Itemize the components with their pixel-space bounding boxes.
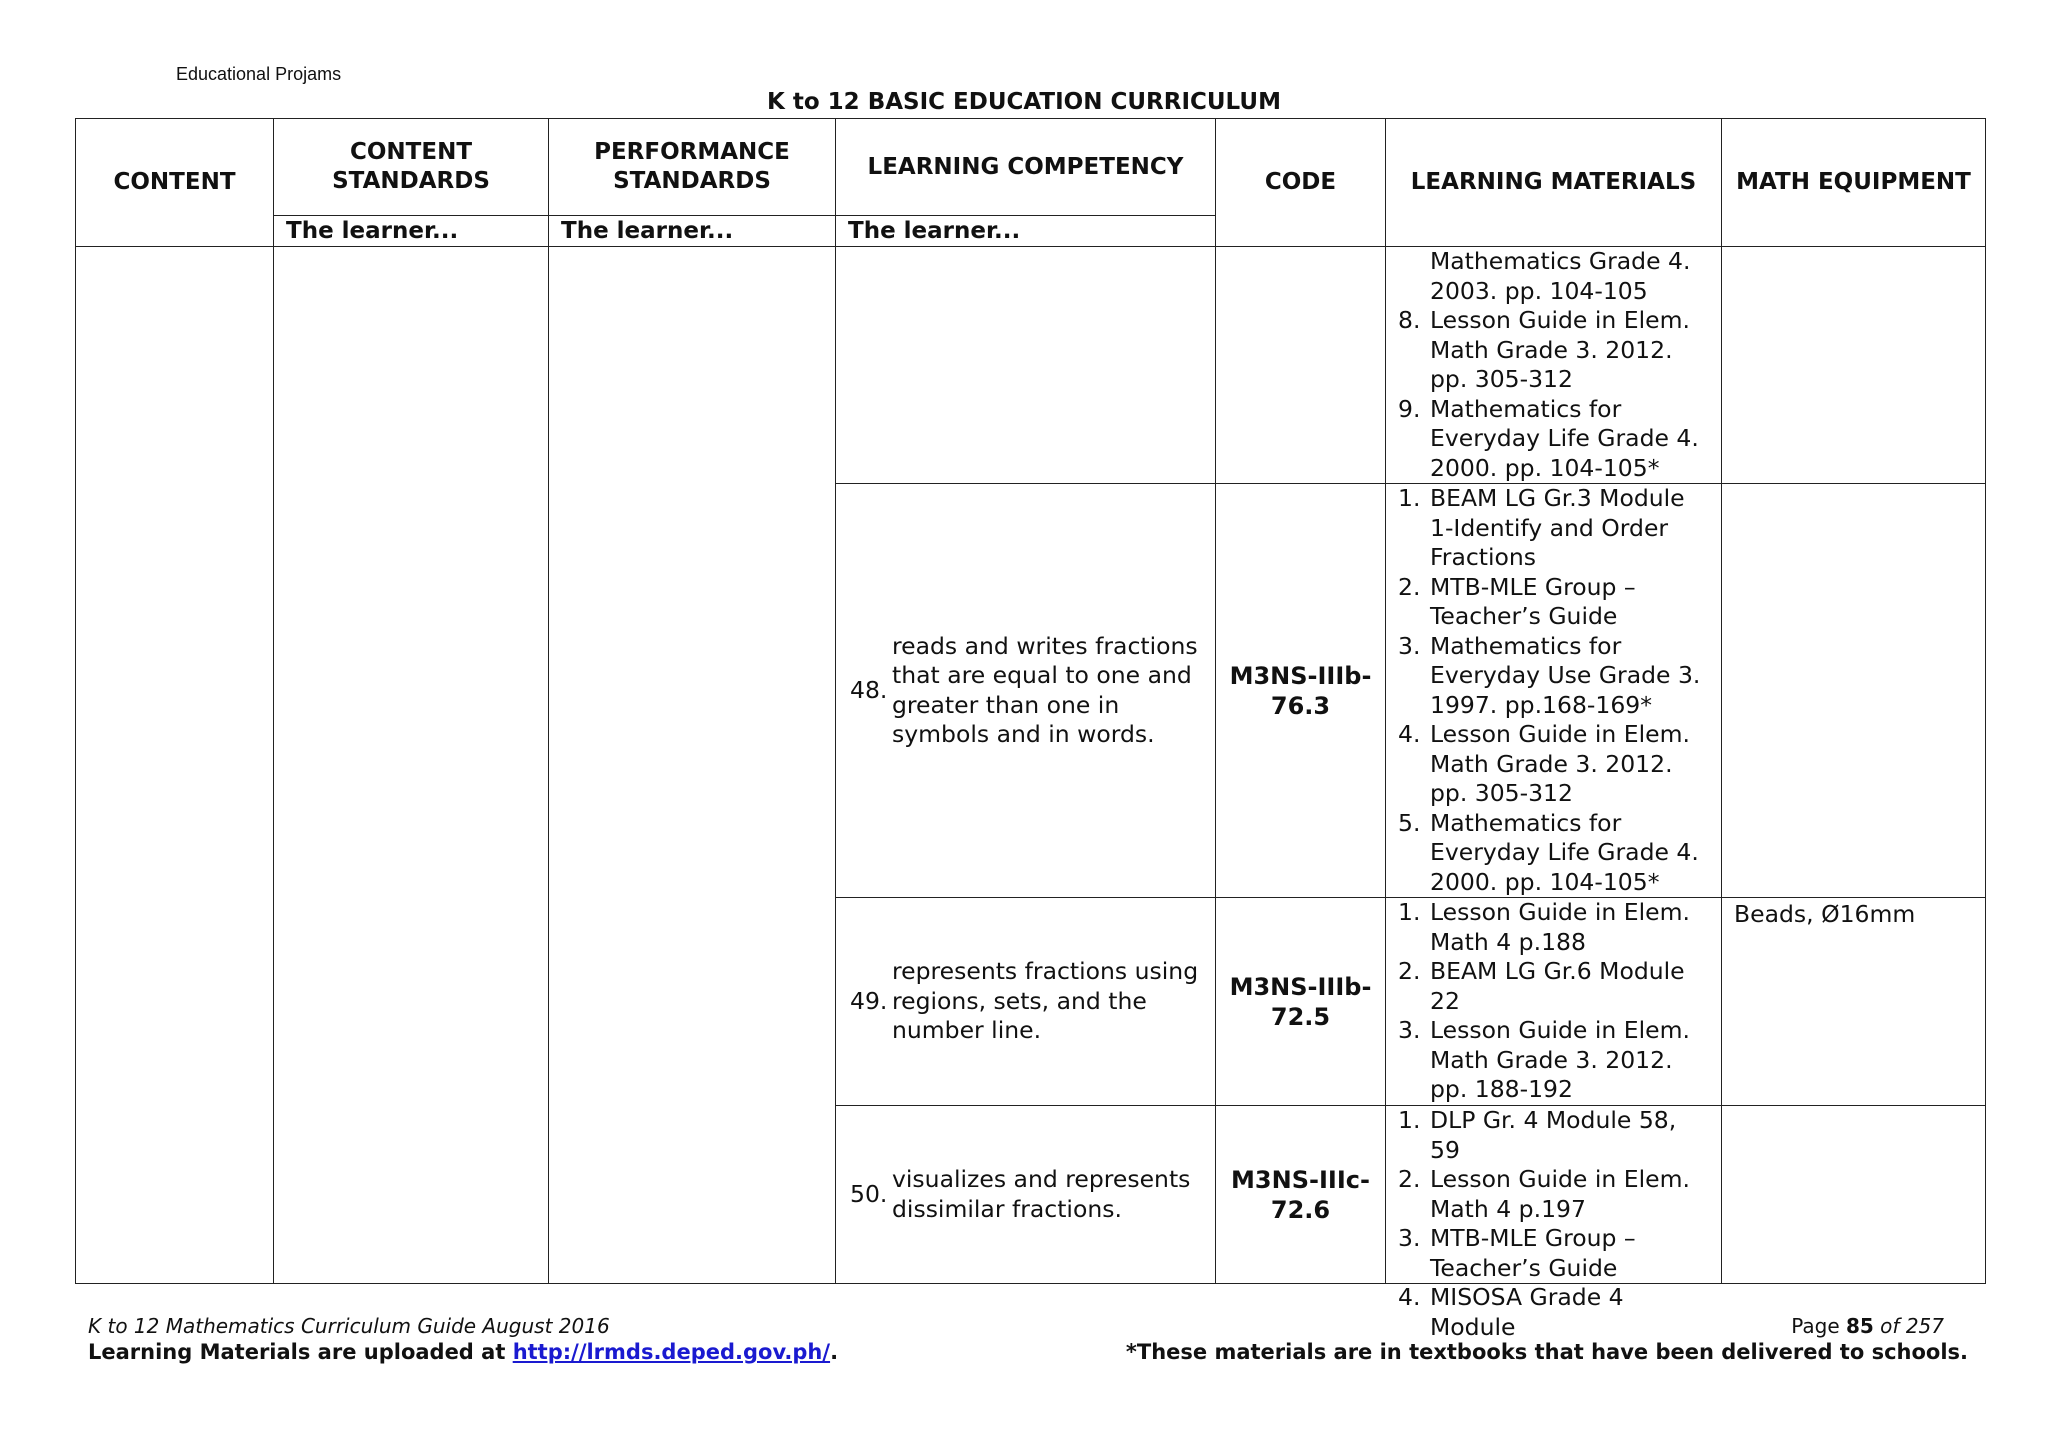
list-item: 3. Lesson Guide in Elem. Math Grade 3. 2012. pp. 188-192: [1398, 1016, 1690, 1103]
materials-cell: [1386, 1106, 1722, 1341]
col-header-math-equipment: MATH EQUIPMENT: [1722, 119, 1986, 247]
code-cell: M3NS-IIIb-72.5: [1216, 898, 1386, 1106]
list-item: 4. MISOSA Grade 4 Module: [1398, 1283, 1624, 1341]
competency-number: 49.: [850, 986, 888, 1015]
code-cell: M3NS-IIIb-76.3: [1216, 484, 1386, 898]
learner-label: The learner...: [836, 216, 1216, 247]
header-note: Educational Projams: [176, 64, 342, 84]
list-item: 2. BEAM LG Gr.6 Module 22: [1398, 957, 1685, 1015]
competency-cell: [836, 898, 1216, 1106]
col-header-learning-competency: LEARNING COMPETENCY: [836, 119, 1216, 216]
materials-cell: [1386, 898, 1722, 1106]
list-item: 1. DLP Gr. 4 Module 58, 59: [1398, 1106, 1677, 1164]
list-item: 8. Lesson Guide in Elem. Math Grade 3. 2012. pp. 305-312: [1398, 306, 1690, 393]
equipment-cell: Beads, Ø16mm: [1722, 898, 1986, 1106]
footer-textbook-note: *These materials are in textbooks that have been delivered to schools.: [1125, 1340, 1968, 1364]
competency-cell: [836, 484, 1216, 898]
competency-cell: [836, 1106, 1216, 1284]
equipment-cell: [1722, 1106, 1986, 1284]
list-item: 2. MTB-MLE Group – Teacher’s Guide: [1398, 572, 1636, 630]
competency-text: visualizes and represents dissimilar fractions.: [892, 1165, 1191, 1223]
code-cell: [1216, 247, 1386, 484]
col-header-content-standards: CONTENT STANDARDS: [274, 119, 549, 216]
list-item: 4. Lesson Guide in Elem. Math Grade 3. 2012. pp. 305-312: [1398, 720, 1690, 807]
document-title: K to 12 BASIC EDUCATION CURRICULUM: [767, 89, 1281, 115]
learner-label: The learner...: [274, 216, 549, 247]
content-cell: [76, 247, 274, 1284]
equipment-cell: [1722, 484, 1986, 898]
competency-cell: [836, 247, 1216, 484]
list-item: 9. Mathematics for Everyday Life Grade 4. 2000. pp. 104-105*: [1398, 394, 1699, 482]
table-row: [76, 247, 1986, 484]
lrmds-link[interactable]: http://lrmds.deped.gov.ph/: [512, 1340, 831, 1364]
materials-cell: [1386, 247, 1722, 484]
list-item: 1. BEAM LG Gr.3 Module 1-Identify and Order Fractions: [1398, 484, 1685, 571]
list-item: Mathematics Grade 4. 2003. pp. 104-105: [1430, 247, 1691, 305]
materials-cell: [1386, 484, 1722, 898]
col-header-code: CODE: [1216, 119, 1386, 247]
list-item: 5. Mathematics for Everyday Life Grade 4. 2000. pp. 104-105*: [1398, 808, 1699, 896]
code-cell: M3NS-IIIc-72.6: [1216, 1106, 1386, 1284]
list-item: 3. MTB-MLE Group – Teacher’s Guide: [1398, 1224, 1636, 1282]
competency-number: 48.: [850, 675, 888, 704]
list-item: 2. Lesson Guide in Elem. Math 4 p.197: [1398, 1165, 1690, 1223]
competency-text: represents fractions using regions, sets, and the number line.: [892, 957, 1199, 1045]
footer-guide: K to 12 Mathematics Curriculum Guide August 2016: [88, 1314, 610, 1338]
list-item: 3. Mathematics for Everyday Use Grade 3. 1997. pp.168-169*: [1398, 631, 1701, 719]
competency-number: 50.: [850, 1179, 888, 1208]
learner-label: The learner...: [549, 216, 836, 247]
competency-text: reads and writes fractions that are equal to one and greater than one in symbols and in words.: [892, 631, 1198, 748]
footer-upload-note: Learning Materials are uploaded at http://lrmds.deped.gov.ph/.: [88, 1340, 839, 1364]
col-header-content: CONTENT: [76, 119, 274, 247]
page-number: Page 85 of 257: [1791, 1314, 1944, 1338]
list-item: 1. Lesson Guide in Elem. Math 4 p.188: [1398, 898, 1690, 956]
performance-standards-cell: [549, 247, 836, 1284]
content-standards-cell: [274, 247, 549, 1284]
col-header-learning-materials: LEARNING MATERIALS: [1386, 119, 1722, 247]
col-header-performance-standards: PERFORMANCE STANDARDS: [549, 119, 836, 216]
equipment-cell: [1722, 247, 1986, 484]
